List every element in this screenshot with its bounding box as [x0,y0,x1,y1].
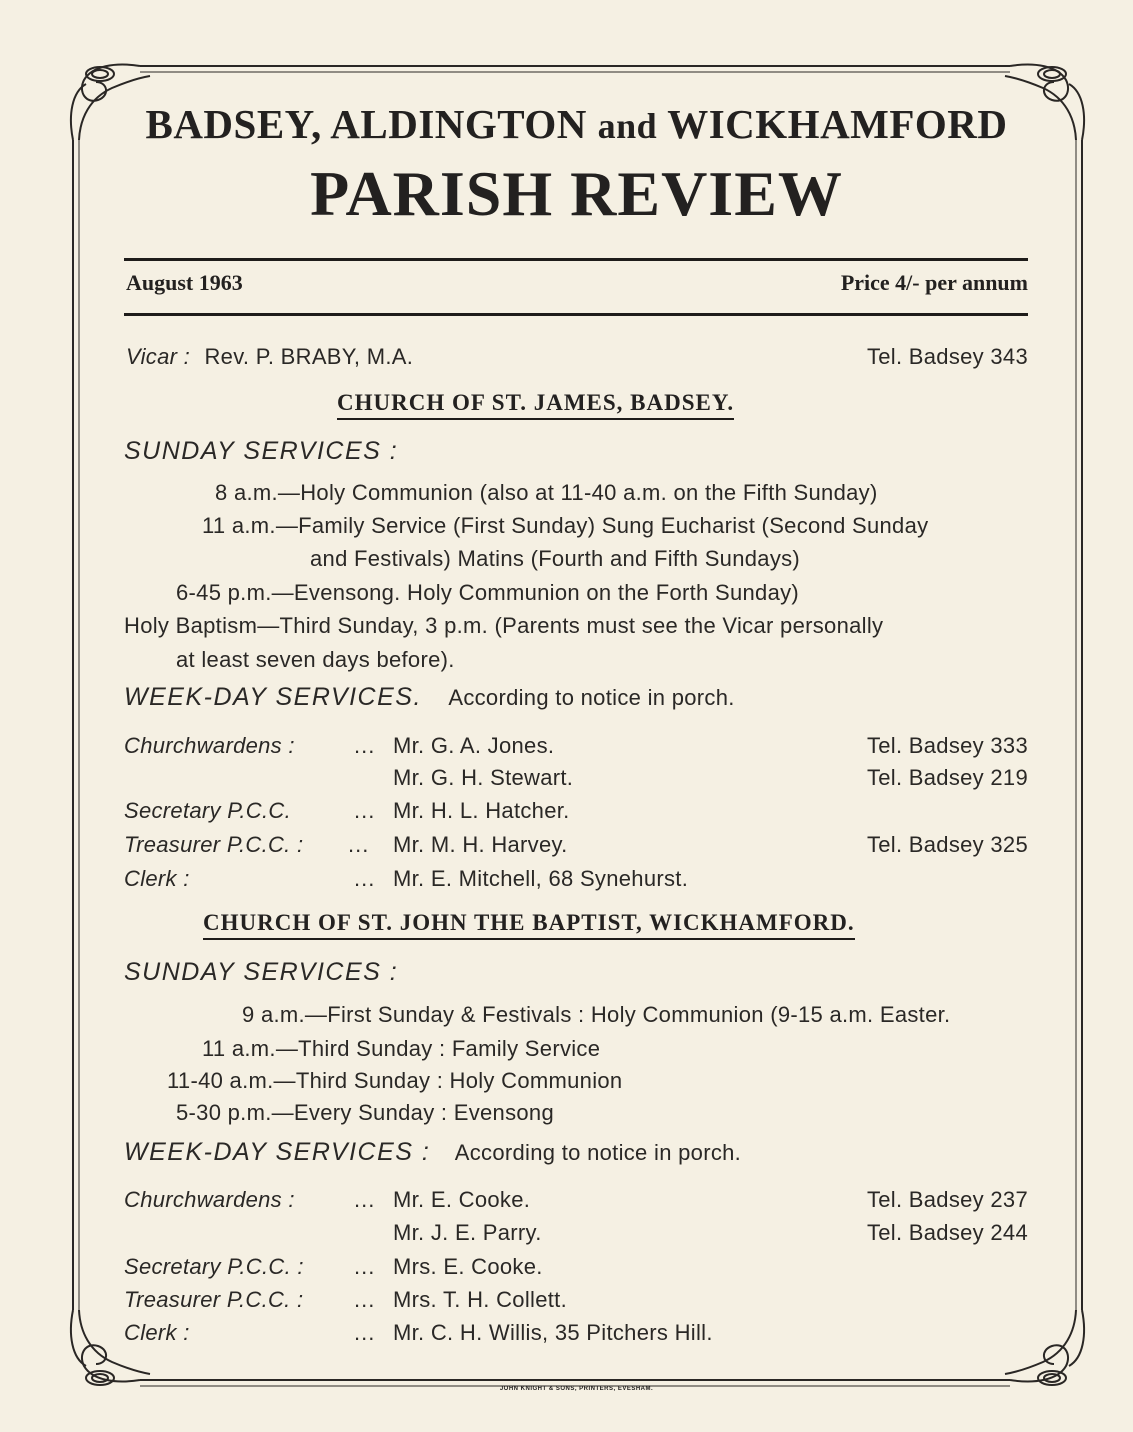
badsey-weekday-line [124,683,735,712]
officer-name: Mr. G. A. Jones. [393,733,555,758]
officer-name: Mr. G. H. Stewart. [393,765,574,790]
badsey-service-line: 8 a.m.—Holy Communion (also at 11-40 a.m. on the Fifth Sunday) [215,480,878,505]
wickhamford-church-heading: CHURCH OF ST. JOHN THE BAPTIST, WICKHAMFORD. [203,910,855,940]
vicar-tel: Tel. Badsey 343 [866,344,1028,369]
officer-role: Secretary P.C.C. : [124,1254,304,1279]
badsey-service-line: at least seven days before). [176,647,455,672]
officer-tel: Tel. Badsey 244 [866,1220,1028,1245]
officer-dots: ... [354,733,376,758]
badsey-weekday-heading: WEEK-DAY SERVICES. [124,683,422,711]
officer-name: Mrs. T. H. Collett. [393,1287,567,1312]
wickhamford-sunday-heading: SUNDAY SERVICES : [124,958,399,986]
officer-role: Clerk : [124,866,190,891]
wickhamford-service-line: 11-40 a.m.—Third Sunday : Holy Communion [167,1068,623,1093]
officer-name: Mr. C. H. Willis, 35 Pitchers Hill. [393,1320,713,1345]
officer-role: Secretary P.C.C. [124,798,292,823]
wickhamford-service-line: 11 a.m.—Third Sunday : Family Service [202,1036,601,1061]
officer-name: Mr. H. L. Hatcher. [393,798,570,823]
badsey-weekday-text: According to notice in porch. [448,685,735,710]
badsey-service-line: 11 a.m.—Family Service (First Sunday) Sung Eucharist (Second Sunday [202,513,929,538]
officer-tel: Tel. Badsey 333 [866,733,1028,758]
badsey-church-heading: CHURCH OF ST. JAMES, BADSEY. [337,390,734,420]
officer-name: Mrs. E. Cooke. [393,1254,543,1279]
wickhamford-weekday-line [124,1138,741,1167]
subscription-price: Price 4/- per annum [840,270,1028,295]
officer-name: Mr. M. H. Harvey. [393,832,568,857]
divider-top [124,258,1028,261]
badsey-service-line: 6-45 p.m.—Evensong. Holy Communion on the Forth Sunday) [176,580,800,605]
officer-dots: ... [354,1187,376,1212]
officer-dots: ... [354,1254,376,1279]
divider-bottom [124,313,1028,316]
officer-dots: ... [348,832,370,857]
badsey-service-line: and Festivals) Matins (Fourth and Fifth Sundays) [310,546,801,571]
officer-dots: ... [354,798,376,823]
officer-role: Treasurer P.C.C. : [124,832,304,857]
masthead-line1-part2: WICKHAMFORD [667,101,1008,147]
officer-dots: ... [354,1320,376,1345]
officer-tel: Tel. Badsey 219 [866,765,1028,790]
masthead-line1-and: and [597,106,658,146]
masthead-title: PARISH REVIEW [310,158,843,229]
officer-tel: Tel. Badsey 237 [866,1187,1028,1212]
officer-name: Mr. E. Cooke. [393,1187,531,1212]
vicar-name: Rev. P. BRABY, M.A. [204,344,414,369]
printer-imprint: JOHN KNIGHT & SONS, PRINTERS, EVESHAM. [499,1386,654,1392]
badsey-service-line: Holy Baptism—Third Sunday, 3 p.m. (Parents must see the Vicar personally [124,613,884,638]
vicar-label: Vicar : [126,344,191,369]
wickhamford-service-line: 9 a.m.—First Sunday & Festivals : Holy Communion (9-15 a.m. Easter. [242,1002,951,1027]
officer-dots: ... [354,866,376,891]
officer-name: Mr. E. Mitchell, 68 Synehurst. [393,866,689,891]
officer-tel: Tel. Badsey 325 [866,832,1028,857]
officer-role: Churchwardens : [124,733,295,758]
officer-role: Clerk : [124,1320,190,1345]
masthead-line1-part1: BADSEY, ALDINGTON [145,101,587,147]
vicar-line [126,344,413,370]
badsey-sunday-heading: SUNDAY SERVICES : [124,437,399,465]
issue-date: August 1963 [126,270,243,295]
wickhamford-service-line: 5-30 p.m.—Every Sunday : Evensong [176,1100,554,1125]
officer-role: Treasurer P.C.C. : [124,1287,304,1312]
officer-dots: ... [354,1287,376,1312]
officer-name: Mr. J. E. Parry. [393,1220,542,1245]
officer-role: Churchwardens : [124,1187,295,1212]
wickhamford-weekday-heading: WEEK-DAY SERVICES : [124,1138,431,1166]
wickhamford-weekday-text: According to notice in porch. [454,1140,742,1165]
masthead-parishes [0,100,1133,148]
